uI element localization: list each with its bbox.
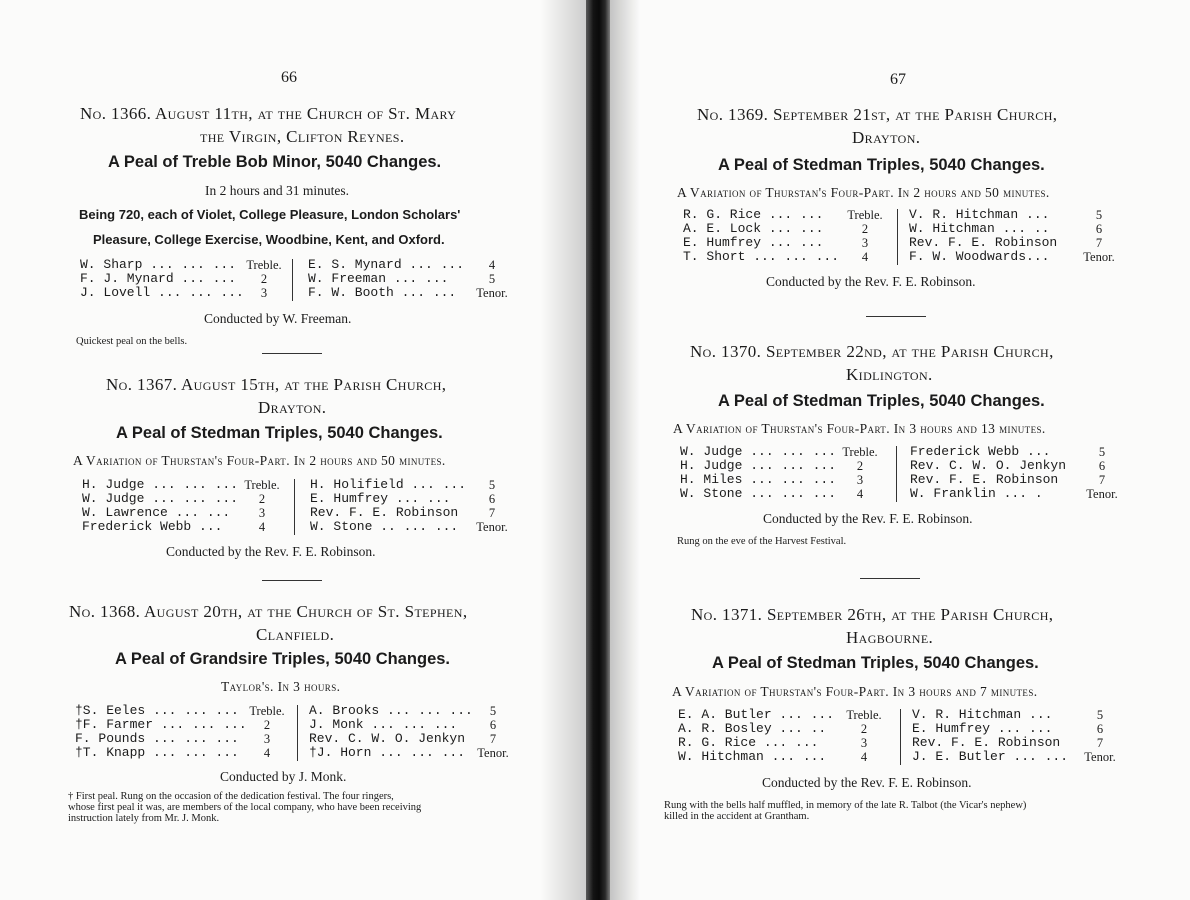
ringer-row: [909, 208, 1124, 222]
ringer-row: [75, 732, 295, 746]
peal-footnote: Rung on the eve of the Harvest Festival.: [677, 536, 847, 547]
bell-number: 5: [489, 704, 497, 718]
ringer-name: R. G. Rice ... ...: [683, 207, 824, 222]
right-page: [610, 0, 1190, 900]
peal-duration: A Variation of Thurstan's Four-Part. In 2 hours and 50 minutes.: [73, 453, 446, 468]
peal-location: Clanfield.: [256, 625, 335, 644]
bell-number: Tenor.: [477, 746, 509, 760]
ringer-row: [912, 708, 1127, 722]
peal-title: A Peal of Treble Bob Minor, 5040 Changes.: [108, 153, 442, 171]
ringer-name: H. Judge ... ... ...: [82, 477, 239, 492]
ringer-name: Rev. C. W. O. Jenkyn: [309, 731, 466, 746]
ringer-row: [82, 478, 292, 492]
ringer-name: E. Humfrey ... ...: [912, 721, 1053, 736]
ringer-name: E. A. Butler ... ...: [678, 707, 835, 722]
bell-number: Tenor.: [476, 520, 508, 534]
ringer-name: W. Sharp ... ... ...: [80, 257, 237, 272]
ringer-row: [910, 459, 1125, 473]
ringer-name: A. E. Lock ... ...: [683, 221, 824, 236]
ringer-row: [909, 250, 1124, 264]
ringer-name: †T. Knapp ... ... ...: [75, 745, 239, 760]
ringer-row: [683, 222, 893, 236]
bell-number: 7: [1095, 236, 1103, 250]
ringer-row: [678, 708, 893, 722]
ringer-row: [308, 258, 518, 272]
peal-heading: No. 1368. August 20th, at the Church of St. Stephen,: [69, 602, 468, 621]
ringer-row: [912, 750, 1127, 764]
ringer-row: [310, 478, 525, 492]
bell-number: 2: [856, 459, 864, 473]
ringer-name: H. Judge ... ... ...: [680, 458, 837, 473]
page-number: 67: [890, 71, 906, 88]
column-divider: [896, 446, 897, 502]
ringer-row: [680, 445, 890, 459]
peal-conductor: Conducted by J. Monk.: [220, 769, 347, 784]
bell-number: Treble.: [249, 704, 285, 718]
peal-conductor: Conducted by the Rev. F. E. Robinson.: [762, 775, 972, 790]
ringer-name: W. Lawrence ... ...: [82, 505, 231, 520]
ringer-row: [683, 236, 893, 250]
ringer-name: W. Freeman ... ...: [308, 271, 449, 286]
peal-location: Drayton.: [258, 398, 327, 417]
peal-duration: A Variation of Thurstan's Four-Part. In 2 hours and 50 minutes.: [677, 185, 1050, 200]
section-divider: [262, 353, 322, 354]
column-divider: [292, 259, 293, 301]
ringer-name: Rev. F. E. Robinson: [912, 735, 1061, 750]
ringer-row: [82, 492, 292, 506]
ringer-row: [308, 272, 518, 286]
ringer-row: [310, 492, 525, 506]
peal-heading: No. 1366. August 11th, at the Church of St. Mary: [80, 104, 457, 123]
ringer-row: [909, 222, 1124, 236]
ringer-name: F. J. Mynard ... ...: [80, 271, 237, 286]
ringer-name: A. Brooks ... ... ...: [309, 703, 473, 718]
ringer-row: [678, 736, 893, 750]
peal-location: Drayton.: [852, 128, 921, 147]
peal-footnote: instruction lately from Mr. J. Monk.: [68, 813, 220, 824]
ringer-name: E. Humfrey ... ...: [683, 235, 824, 250]
peal-conductor: Conducted by the Rev. F. E. Robinson.: [766, 274, 976, 289]
ringer-name: W. Stone ... ... ...: [680, 486, 837, 501]
ringer-name: Rev. C. W. O. Jenkyn: [910, 458, 1067, 473]
ringer-name: T. Short ... ... ...: [683, 249, 840, 264]
bell-number: Treble.: [846, 708, 882, 722]
bell-number: 3: [861, 236, 869, 250]
ringer-row: [910, 487, 1125, 501]
peal-conductor: Conducted by the Rev. F. E. Robinson.: [763, 511, 973, 526]
bell-number: 6: [1095, 222, 1103, 236]
bell-number: 2: [861, 222, 869, 236]
ringer-name: Frederick Webb ...: [82, 519, 223, 534]
bell-number: Treble.: [847, 208, 883, 222]
ringer-row: [680, 459, 890, 473]
ringer-name: H. Holifield ... ...: [310, 477, 467, 492]
ringer-name: W. Judge ... ... ...: [680, 444, 837, 459]
bell-number: 7: [488, 506, 496, 520]
ringer-row: [678, 750, 893, 764]
peal-conductor: Conducted by the Rev. F. E. Robinson.: [166, 544, 376, 559]
page-number: 66: [281, 69, 297, 86]
peal-methods: Pleasure, College Exercise, Woodbine, Kent, and Oxford.: [93, 232, 445, 247]
ringer-name: W. Hitchman ... ...: [678, 749, 827, 764]
peal-footnote: whose first peal it was, are members of the local company, who have been receiving: [68, 802, 422, 813]
ringer-name: E. Humfrey ... ...: [310, 491, 451, 506]
ringer-row: [910, 445, 1125, 459]
section-divider: [262, 580, 322, 581]
peal-footnote: † First peal. Rung on the occasion of the dedication festival. The four ringers,: [68, 791, 394, 802]
peal-footnote: Rung with the bells half muffled, in memory of the late R. Talbot (the Vicar's nephew): [664, 800, 1027, 811]
ringer-name: †F. Farmer ... ... ...: [75, 717, 247, 732]
ringer-row: [678, 722, 893, 736]
ringers-table: [680, 445, 1120, 503]
ringers-table: [75, 704, 525, 762]
bell-number: Treble.: [842, 445, 878, 459]
ringer-name: J. Lovell ... ... ...: [80, 285, 244, 300]
ringer-name: F. W. Woodwards...: [909, 249, 1050, 264]
ringer-name: F. W. Booth ... ...: [308, 285, 457, 300]
ringer-row: [75, 746, 295, 760]
peal-heading: No. 1371. September 26th, at the Parish Church,: [691, 605, 1054, 624]
peal-heading: No. 1369. September 21st, at the Parish Church,: [697, 105, 1058, 124]
bell-number: 3: [856, 473, 864, 487]
bell-number: Tenor.: [476, 286, 508, 300]
ringer-name: J. E. Butler ... ...: [912, 749, 1069, 764]
peal-footnote: Quickest peal on the bells.: [76, 336, 188, 347]
bell-number: 4: [861, 250, 869, 264]
ringer-name: Frederick Webb ...: [910, 444, 1051, 459]
peal-duration: A Variation of Thurstan's Four-Part. In 3 hours and 13 minutes.: [673, 421, 1046, 436]
bell-number: Treble.: [246, 258, 282, 272]
peal-title: A Peal of Stedman Triples, 5040 Changes.: [712, 654, 1039, 672]
section-divider: [866, 316, 926, 317]
ringer-row: [82, 506, 292, 520]
bell-number: Tenor.: [1084, 750, 1116, 764]
ringers-table: [678, 708, 1118, 766]
ringer-row: [910, 473, 1125, 487]
ringer-row: [909, 236, 1124, 250]
bell-number: 2: [260, 272, 268, 286]
bell-number: 3: [263, 732, 271, 746]
bell-number: 4: [856, 487, 864, 501]
ringer-row: [683, 208, 893, 222]
ringers-table: [80, 258, 520, 303]
peal-location: Hagbourne.: [846, 628, 934, 647]
bell-number: 3: [260, 286, 268, 300]
ringer-name: W. Judge ... ... ...: [82, 491, 239, 506]
bell-number: 5: [488, 272, 496, 286]
ringer-name: Rev. F. E. Robinson: [310, 505, 459, 520]
peal-location: the Virgin, Clifton Reynes.: [200, 127, 405, 146]
peal-duration: Taylor's. In 3 hours.: [221, 679, 341, 694]
ringer-row: [680, 487, 890, 501]
bell-number: 2: [263, 718, 271, 732]
ringer-row: [310, 520, 525, 534]
bell-number: 5: [1096, 708, 1104, 722]
book-gutter: [586, 0, 610, 900]
bell-number: 7: [1098, 473, 1106, 487]
ringer-row: [80, 272, 290, 286]
ringer-name: W. Stone .. ... ...: [310, 519, 459, 534]
bell-number: 6: [489, 718, 497, 732]
ringer-name: H. Miles ... ... ...: [680, 472, 837, 487]
column-divider: [294, 479, 295, 535]
ringer-name: †J. Horn ... ... ...: [309, 745, 466, 760]
peal-duration: A Variation of Thurstan's Four-Part. In 3 hours and 7 minutes.: [672, 684, 1038, 699]
ringer-row: [912, 736, 1127, 750]
ringer-row: [75, 718, 295, 732]
bell-number: Tenor.: [1086, 487, 1118, 501]
ringer-row: [80, 258, 290, 272]
bell-number: 7: [489, 732, 497, 746]
ringer-row: [310, 506, 525, 520]
bell-number: 5: [1098, 445, 1106, 459]
bell-number: 3: [860, 736, 868, 750]
section-divider: [860, 578, 920, 579]
bell-number: 5: [1095, 208, 1103, 222]
ringer-row: [80, 286, 290, 300]
peal-title: A Peal of Stedman Triples, 5040 Changes.: [718, 156, 1045, 174]
ringer-row: [309, 704, 524, 718]
peal-heading: No. 1367. August 15th, at the Parish Church,: [106, 375, 447, 394]
bell-number: 2: [258, 492, 266, 506]
ringer-name: W. Hitchman ... ..: [909, 221, 1050, 236]
bell-number: Treble.: [244, 478, 280, 492]
ringer-row: [308, 286, 518, 300]
peal-location: Kidlington.: [846, 365, 933, 384]
ringer-name: V. R. Hitchman ...: [909, 207, 1050, 222]
peal-heading: No. 1370. September 22nd, at the Parish Church,: [690, 342, 1054, 361]
ringer-name: Rev. F. E. Robinson: [910, 472, 1059, 487]
peal-duration: In 2 hours and 31 minutes.: [205, 183, 349, 198]
column-divider: [900, 709, 901, 765]
bell-number: 2: [860, 722, 868, 736]
bell-number: 6: [1098, 459, 1106, 473]
bell-number: 6: [488, 492, 496, 506]
peal-footnote: killed in the accident at Grantham.: [664, 811, 810, 822]
bell-number: 4: [263, 746, 271, 760]
ringer-row: [683, 250, 893, 264]
ringer-name: E. S. Mynard ... ...: [308, 257, 465, 272]
ringers-table: [82, 478, 522, 536]
ringer-row: [309, 732, 524, 746]
ringer-name: †S. Eeles ... ... ...: [75, 703, 239, 718]
bell-number: 3: [258, 506, 266, 520]
bell-number: 4: [860, 750, 868, 764]
bell-number: 5: [488, 478, 496, 492]
ringer-name: F. Pounds ... ... ...: [75, 731, 239, 746]
ringer-name: V. R. Hitchman ...: [912, 707, 1053, 722]
ringers-table: [683, 208, 1123, 266]
ringer-name: W. Franklin ... .: [910, 486, 1043, 501]
ringer-name: R. G. Rice ... ...: [678, 735, 819, 750]
bell-number: 4: [258, 520, 266, 534]
peal-conductor: Conducted by W. Freeman.: [204, 311, 352, 326]
ringer-row: [75, 704, 295, 718]
ringer-row: [82, 520, 292, 534]
ringer-row: [680, 473, 890, 487]
ringer-row: [309, 718, 524, 732]
ringer-name: J. Monk ... ... ...: [309, 717, 458, 732]
ringer-name: Rev. F. E. Robinson: [909, 235, 1058, 250]
bell-number: 4: [488, 258, 496, 272]
column-divider: [897, 209, 898, 265]
bell-number: Tenor.: [1083, 250, 1115, 264]
left-page: [0, 0, 586, 900]
peal-title: A Peal of Grandsire Triples, 5040 Changes.: [115, 650, 451, 668]
bell-number: 6: [1096, 722, 1104, 736]
peal-title: A Peal of Stedman Triples, 5040 Changes.: [116, 424, 443, 442]
ringer-row: [309, 746, 524, 760]
ringer-name: A. R. Bosley ... ..: [678, 721, 827, 736]
bell-number: 7: [1096, 736, 1104, 750]
peal-methods: Being 720, each of Violet, College Pleasure, London Scholars': [79, 207, 461, 222]
peal-title: A Peal of Stedman Triples, 5040 Changes.: [718, 392, 1045, 410]
ringer-row: [912, 722, 1127, 736]
column-divider: [297, 705, 298, 761]
